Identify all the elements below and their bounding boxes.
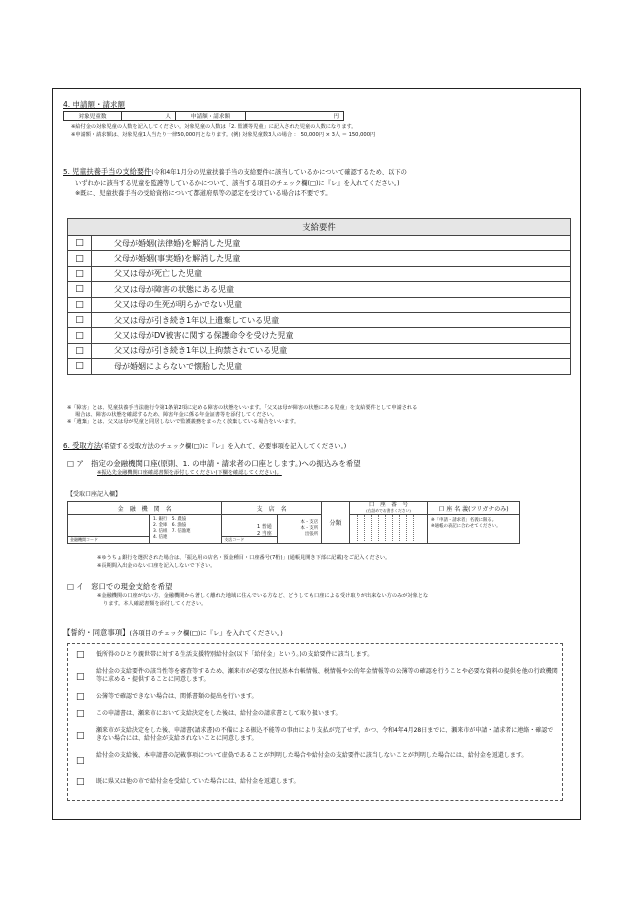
table-row <box>68 297 571 312</box>
requirement-label: 父母が婚姻(事実婚)を解消した児童 <box>92 251 571 266</box>
table-row <box>68 312 571 327</box>
pledge-text: 公簿等で確認できない場合は、関係書類の提出を行います。 <box>96 693 258 700</box>
amount-table <box>63 111 344 121</box>
section5-title-note: (令和4年1月分の児童扶養手当の支給要件に該当しているかについて確認するため、以下の <box>151 169 407 176</box>
requirement-checkbox[interactable]: □ <box>68 343 92 358</box>
section6-title-note: (希望する受取方法のチェック欄(□)に『レ』を入れて、必要事項を記入してください。) <box>100 443 347 450</box>
pledge-text: この申請書は、瀬来市において支給決定をした後は、給付金の請求書として取り扱います。 <box>96 710 342 717</box>
bank-note-2: ※長期間入出金のない口座を記入しないで下さい。 <box>97 563 216 569</box>
requirement-checkbox[interactable]: □ <box>68 359 92 374</box>
requirement-checkbox[interactable]: □ <box>68 236 92 251</box>
table-row <box>68 359 571 374</box>
section5-note-1: ※「障害」とは、児童扶養手当法施行令第1条第2項に定める障害の状態をいいます。「父又は母が障害の状態にある児童」を支給要件として申請される <box>67 405 418 411</box>
bank-note-1: ※ゆうちょ銀行を選択された場合は、「振込用の店名・預金種目・口座番号(7桁)」(通帳見開き下部に記載)をご記入ください。 <box>97 555 391 561</box>
category-current[interactable]: 2 当座 <box>257 531 272 538</box>
table-row <box>68 236 571 251</box>
branch-type-3: 出張所 <box>304 532 318 537</box>
section5-intro: いずれかに該当する児童を監護等しているかについて、該当する項目のチェック欄(□)に『レ』を入れてください。) <box>75 180 400 187</box>
holder-note-1: ※「申請・請求者」名義に限る。 <box>431 518 497 523</box>
form-frame <box>52 88 581 820</box>
pledge-checkbox[interactable]: □ <box>76 692 85 702</box>
table-row <box>68 282 571 297</box>
bank-code-field[interactable]: 金融機関コード <box>68 536 149 543</box>
table-row <box>68 328 571 343</box>
bank-caption: 【受取口座記入欄】 <box>67 491 122 498</box>
section4-note-1: ※給付金の対象児童の人数を記入してください。対象児童の人数は「2. 監護等児童」に記入された児童の人数になります。 <box>71 124 357 130</box>
table-row <box>68 251 571 266</box>
category-header: 分類 <box>322 502 350 544</box>
section5-heading <box>63 167 407 177</box>
pledge-checkbox[interactable]: □ <box>76 672 85 682</box>
requirements-header: 支給要件 <box>68 219 571 236</box>
requirement-label: 父母が婚姻(法律婚)を解消した児童 <box>92 236 571 251</box>
section4-title: 4. 申請額・請求額 <box>63 100 126 109</box>
pledge-title: 【誓約・同意事項】 <box>63 628 130 637</box>
pledge-text: 給付金の支給要件の該当性等を審査等するため、瀬来市が必要な住民基本台帳情報、税情報や公的年金情報等の公簿等の確認を行うことや必要な資料の提供を他の行政機関等に求める・提供することに同意します。 <box>96 668 558 684</box>
section5-note-prior: ※既に、児童扶養手当の受給資格について都道府県等の認定を受けている場合は不要です。 <box>75 190 332 197</box>
children-count-field[interactable]: 人 <box>122 112 176 121</box>
pledge-checkbox[interactable]: □ <box>76 650 85 660</box>
account-number-field[interactable] <box>350 515 428 544</box>
table-row <box>68 343 571 358</box>
pledge-box <box>67 643 563 801</box>
list-item <box>76 752 558 766</box>
bank-name-field[interactable] <box>68 515 150 544</box>
branch-name-header: 支 店 名 <box>222 502 322 515</box>
bank-type-3: 3. 信組 7. 信漁連 <box>153 529 191 534</box>
bank-account-table <box>67 501 520 544</box>
branch-type-1: 本・支店 <box>300 520 318 525</box>
section5-note-1b: 場合は、障害の状態を確認するため、障害年金に係る年金証書等を添付してください。 <box>75 412 278 418</box>
list-item <box>76 651 373 659</box>
requirement-label: 父又は母がDV被害に関する保護命令を受けた児童 <box>92 328 571 343</box>
pledge-text: 瀬来市が支給決定をした後、申請書(請求書)の不備による振込不能等の事由により支払が完了せず、かつ、令和4年4月28日までに、瀬来市が申請・請求者に連絡・確認できない場合には、給付金が支給されないことに同意します。 <box>96 727 554 743</box>
requirement-checkbox[interactable]: □ <box>68 328 92 343</box>
bank-name-header: 金 融 機 関 名 <box>68 502 222 515</box>
list-item <box>76 778 300 786</box>
section5-title: 5. 児童扶養手当の支給要件 <box>63 167 152 176</box>
pledge-text: 給付金の支給後、本申請書の記載事項について虚偽であることが判明した場合や給付金の支給要件に該当しないことが判明した場合には、給付金を返還します。 <box>96 752 528 759</box>
option-b-note-2: ります。本人確認書類を添付してください。 <box>103 601 207 607</box>
requirement-checkbox[interactable]: □ <box>68 266 92 281</box>
table-row <box>68 266 571 281</box>
list-item <box>76 693 258 701</box>
pledge-text: 低所得のひとり親世帯に対する生活支援特別給付金(以下「給付金」という。)の支給要件に該当します。 <box>96 651 374 658</box>
category-options[interactable] <box>257 524 272 539</box>
requirements-table <box>67 218 571 375</box>
holder-field[interactable] <box>428 515 520 544</box>
bank-type-2: 2. 金庫 6. 漁協 <box>153 523 187 528</box>
pledge-checkbox[interactable]: □ <box>76 709 85 719</box>
pledge-checkbox[interactable]: □ <box>76 777 85 787</box>
account-number-label: 口 座 番 号 <box>368 502 409 508</box>
pledge-checkbox[interactable]: □ <box>76 756 85 766</box>
requirement-checkbox[interactable]: □ <box>68 312 92 327</box>
requirement-label: 父又は母が障害の状態にある児童 <box>92 282 571 297</box>
account-number-note: (右詰めでお書きください) <box>366 508 411 513</box>
bank-type-4: 4. 信連 <box>153 535 168 540</box>
account-number-header <box>350 502 428 515</box>
branch-type-list <box>278 515 322 544</box>
section6-title: 6. 受取方法 <box>63 441 101 450</box>
requirement-label: 父又は母が死亡した児童 <box>92 266 571 281</box>
requirement-checkbox[interactable]: □ <box>68 297 92 312</box>
section5-note-2: ※「遺棄」とは、父又は母が児童と同居しないで監護義務をまったく放棄している場合をいいます。 <box>67 419 300 425</box>
category-ordinary[interactable]: 1 普通 <box>257 524 272 530</box>
amount-field[interactable]: 円 <box>246 112 344 121</box>
list-item <box>76 710 342 718</box>
requirement-checkbox[interactable]: □ <box>68 251 92 266</box>
bank-type-1: 1. 銀行 5. 農協 <box>153 517 187 522</box>
requirement-label: 母が婚姻によらないで懐胎した児童 <box>92 359 571 374</box>
branch-code-field[interactable]: 支店コード <box>222 536 277 543</box>
section4-note-2: ※申請額・請求額は、対象児童1人当たり一律50,000円となります。(例) 対象児童数3人の場合 ： 50,000円 × 3人 ＝ 150,000円 <box>71 132 376 138</box>
pledge-text: 既に県又は他の市で給付金を受給していた場合には、給付金を返還します。 <box>96 778 300 785</box>
requirement-label: 父又は母が引き続き1年以上拘禁されている児童 <box>92 343 571 358</box>
option-b-note-1: ※金融機関の口座がない方、金融機関から著しく離れた地域に住んでいる方など、どうしても口座による受け取りが出来ない方のみが対象とな <box>97 593 429 599</box>
branch-type-2: 本・支所 <box>300 526 318 531</box>
amount-label: 申請額・請求額 <box>176 112 246 121</box>
requirement-label: 父又は母の生死が明らかでない児童 <box>92 297 571 312</box>
holder-header: 口 座 名 義(フリガナのみ) <box>428 502 520 515</box>
bank-type-list <box>150 515 222 544</box>
list-item <box>76 727 558 744</box>
requirement-label: 父又は母が引き続き1年以上遺棄している児童 <box>92 312 571 327</box>
option-a-bank-transfer[interactable]: □ ア 指定の金融機関口座(原則、1. の申請・請求者の口座とします。)への振込みを希望 <box>67 459 361 468</box>
pledge-checkbox[interactable]: □ <box>76 731 85 741</box>
pledge-title-note: (各項目のチェック欄(□)に『レ』を入れてください。) <box>129 629 283 637</box>
option-b-cash-pickup[interactable]: □ イ 窓口での現金支給を希望 <box>67 582 173 591</box>
list-item <box>76 668 558 685</box>
option-a-note: ※振込先金融機関口座確認書類を添付してください(下欄を確認してください)。 <box>97 470 282 476</box>
children-count-label: 対象児童数 <box>64 112 122 121</box>
holder-note-2: ※通帳の表記に合わせてください。 <box>431 524 501 529</box>
requirement-checkbox[interactable]: □ <box>68 282 92 297</box>
pledge-heading <box>63 627 283 638</box>
section6-heading <box>63 441 346 451</box>
